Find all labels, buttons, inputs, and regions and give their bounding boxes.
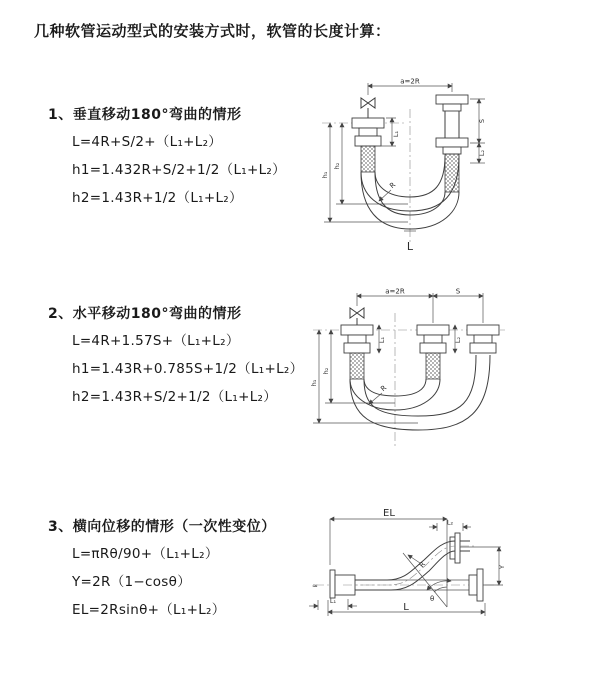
- flange-original: [469, 569, 483, 601]
- length-label: L: [406, 240, 414, 253]
- dim-label-l1: L₁: [392, 130, 400, 138]
- formula-line: h2=1.43R+1/2（L₁+L₂）: [72, 190, 243, 206]
- pipe-break-mark: ≈: [312, 582, 318, 590]
- formula-line: EL=2Rsinθ+（L₁+L₂）: [72, 602, 226, 618]
- formula-line: h2=1.43R+S/2+1/2（L₁+L₂）: [72, 389, 278, 405]
- right-fitting-upper: [436, 95, 468, 138]
- braided-sleeve: [361, 146, 375, 172]
- section-lateral-displacement: [48, 516, 276, 620]
- braided-sleeve: [350, 353, 364, 379]
- dim-label-el: EL: [383, 508, 395, 519]
- braided-sleeve: [445, 154, 459, 192]
- hose-u-bend: [350, 355, 490, 430]
- formula-line: L=πRθ/90+（L₁+L₂）: [72, 546, 219, 562]
- left-fitting: [352, 118, 384, 172]
- section-1-heading: 1、垂直移动180°弯曲的情形: [48, 107, 242, 123]
- formula-line: h1=1.43R+0.785S+1/2（L₁+L₂）: [72, 361, 304, 377]
- formula-line: L=4R+S/2+（L₁+L₂）: [72, 134, 223, 150]
- middle-fitting: [417, 325, 449, 379]
- dim-label-a2r: a=2R: [385, 287, 405, 296]
- radius-label: R: [379, 383, 389, 394]
- page-title: 几种软管运动型式的安装方式时，软管的长度计算：: [34, 22, 391, 40]
- right-fitting-lower: [436, 138, 468, 192]
- dim-label-l2: L₂: [478, 149, 486, 157]
- dim-label-s: S: [455, 287, 461, 296]
- diagram-lateral-displacement: [303, 503, 595, 671]
- dim-label-h2: h₂: [322, 367, 330, 375]
- section-3-heading: 3、横向位移的情形（一次性变位）: [48, 519, 276, 535]
- dim-label-l: L: [403, 602, 409, 613]
- theta-arc-inner: [434, 587, 447, 592]
- dim-label-l1: L₁: [378, 336, 386, 344]
- flange-left: [330, 570, 355, 598]
- dim-label-l2: L₂: [446, 518, 454, 527]
- radius-label: R: [417, 560, 428, 570]
- dim-label-h2: h₂: [333, 162, 341, 170]
- theta-label: θ: [430, 595, 435, 603]
- section-vertical-bend: [48, 104, 286, 208]
- dim-label-l2: L₂: [454, 336, 462, 344]
- section-horizontal-bend: [48, 303, 303, 407]
- dim-label-a2r: a=2R: [400, 77, 420, 86]
- radius-label: R: [388, 180, 398, 191]
- diagram-horizontal-bend: [305, 283, 595, 461]
- formula-line: Y=2R（1−cosθ）: [72, 574, 192, 590]
- dim-label-h1: h₁: [321, 171, 329, 179]
- right-fitting-moved: [467, 325, 499, 353]
- dim-label-y: Y: [498, 565, 506, 569]
- formula-line: h1=1.432R+S/2+1/2（L₁+L₂）: [72, 162, 286, 178]
- valve-icon: [361, 98, 375, 118]
- dim-ext-top: [357, 293, 483, 323]
- flange-displaced: [450, 533, 470, 563]
- valve-icon: [350, 308, 364, 325]
- diagram-vertical-bend: [308, 73, 588, 255]
- formula-line: L=4R+1.57S+（L₁+L₂）: [72, 333, 240, 349]
- radius-leader: [379, 190, 391, 201]
- left-fitting: [341, 325, 373, 379]
- section-2-heading: 2、水平移动180°弯曲的情形: [48, 306, 242, 322]
- dim-label-s: S: [478, 118, 486, 124]
- radius-leader: [369, 393, 382, 404]
- braided-sleeve: [426, 353, 440, 379]
- dim-label-l1: L₁: [329, 597, 337, 605]
- dim-label-h1: h₁: [310, 379, 318, 387]
